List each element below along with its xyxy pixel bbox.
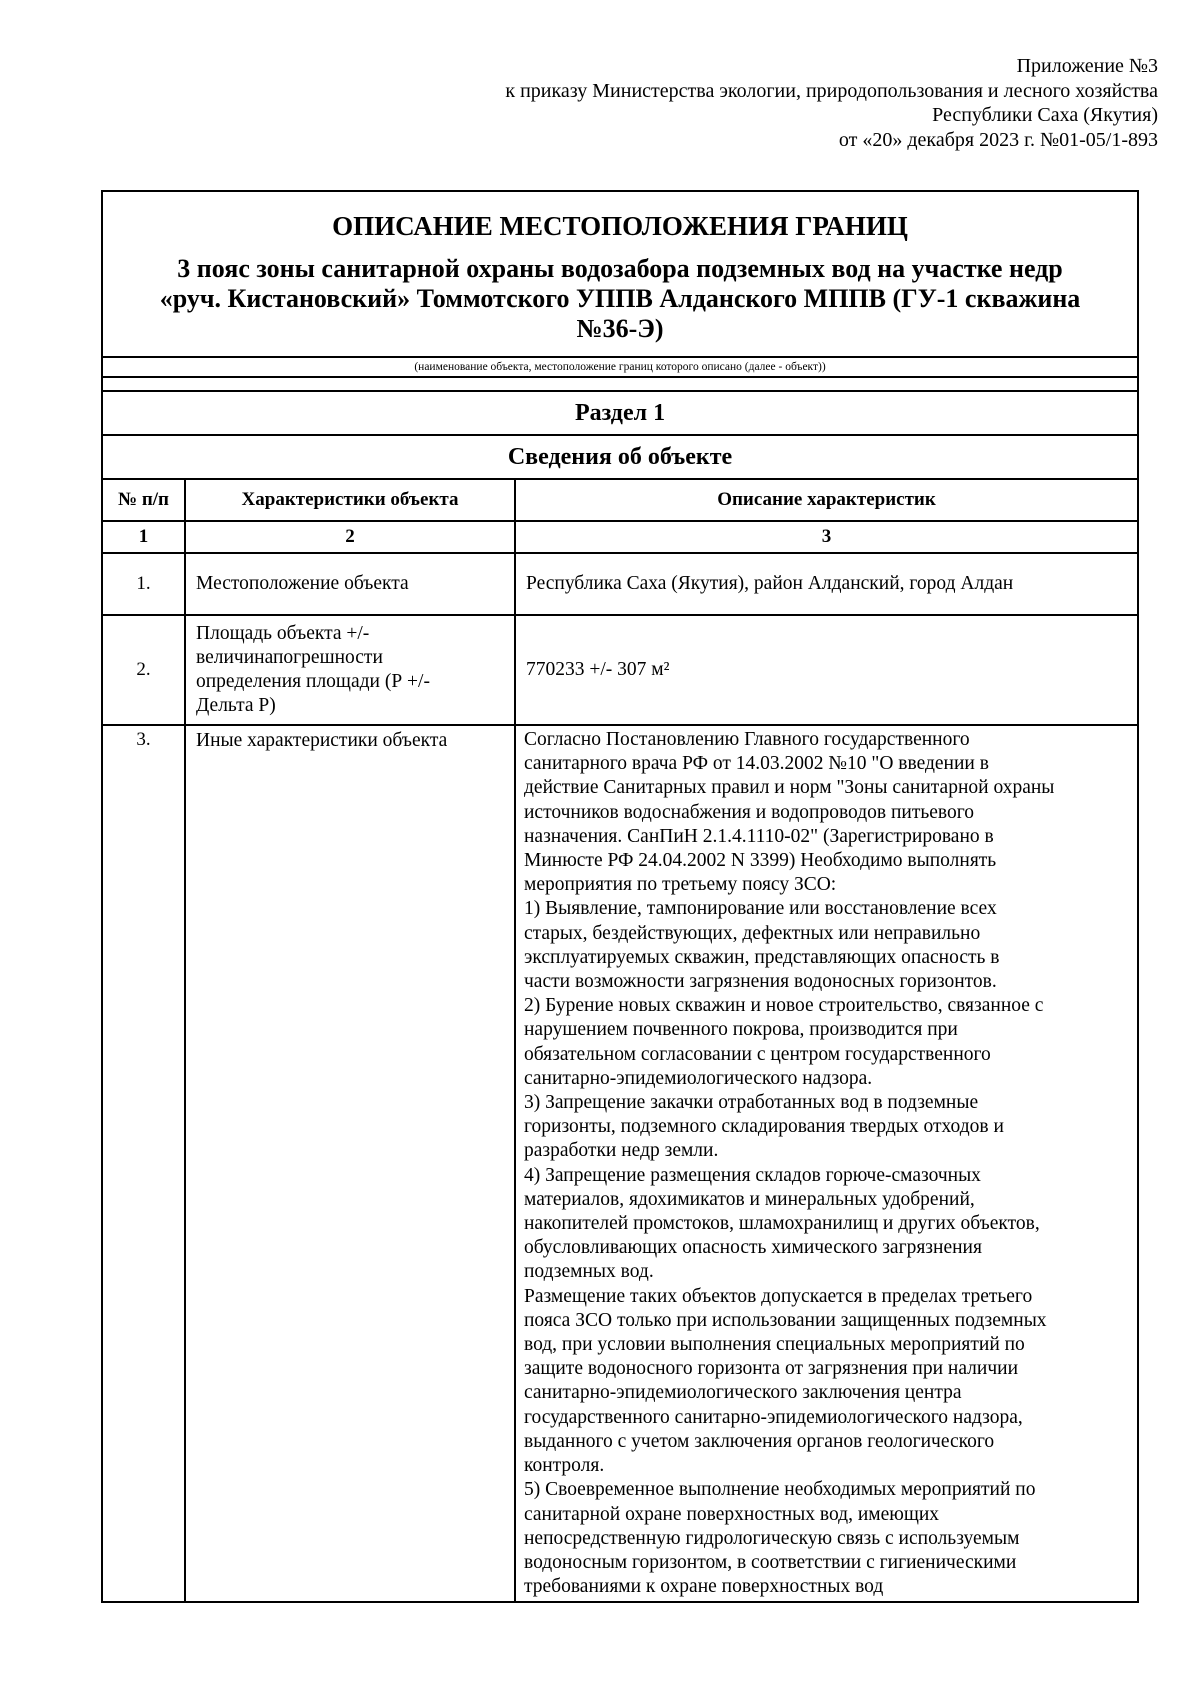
section-number: Раздел 1 [102, 391, 1138, 435]
text-line: Минюсте РФ 24.04.2002 N 3399) Необходимо выполнять [524, 850, 997, 872]
column-header-description: Описание характеристик [515, 479, 1138, 521]
text-line: санитарного врача РФ от 14.03.2002 №10 "О введении в [524, 753, 989, 775]
section-title: Сведения об объекте [102, 435, 1138, 479]
text-line: санитарной охране поверхностных вод, имеющих [524, 1503, 940, 1525]
object-name-line: «руч. Кистановский» Томмотского УППВ Алданского МППВ (ГУ-1 скважина [159, 284, 1081, 313]
column-index: 2 [185, 521, 515, 553]
text-line: материалов, ядохимикатов и минеральных удобрений, [524, 1188, 975, 1210]
text-line: водоносным горизонтом, в соответствии с гигиеническими [524, 1551, 1017, 1573]
text-line: мероприятия по третьему поясу ЗСО: [524, 874, 837, 896]
object-name-line: 3 пояс зоны санитарной охраны водозабора подземных вод на участке недр [177, 254, 1063, 283]
order-reference [505, 54, 1158, 152]
text-line: назначения. СанПиН 2.1.4.1110-02" (Зарегистрировано в [524, 825, 994, 847]
text-line: разработки недр земли. [524, 1140, 719, 1162]
row-description-long [515, 725, 1138, 1602]
text-line: Согласно Постановлению Главного государственного [524, 729, 970, 750]
text-line: подземных вод. [524, 1261, 654, 1283]
text-line: 2) Бурение новых скважин и новое строительство, связанное с [524, 995, 1044, 1017]
text-line: защите водоносного горизонта от загрязнения при наличии [524, 1358, 1019, 1380]
row-characteristic: Иные характеристики объекта [185, 725, 515, 1602]
column-index: 1 [102, 521, 185, 553]
column-index: 3 [515, 521, 1138, 553]
table-row [102, 725, 1138, 1602]
text-line: нарушением почвенного покрова, производится при [524, 1019, 958, 1041]
text-line: санитарно-эпидемиологического надзора. [524, 1067, 873, 1089]
text-line: 3) Запрещение закачки отработанных вод в подземные [524, 1092, 979, 1114]
object-name-line: №36-Э) [576, 314, 664, 343]
text-line: пояса ЗСО только при использовании защищенных подземных [524, 1309, 1047, 1331]
text-line: Площадь объекта +/- [196, 623, 370, 644]
text-line: 4) Запрещение размещения складов горюче-смазочных [524, 1164, 981, 1186]
order-republic: Республики Саха (Якутия) [932, 104, 1158, 126]
text-line: источников водоснабжения и водопроводов питьевого [524, 801, 975, 823]
text-line: санитарно-эпидемиологического заключения центра [524, 1382, 962, 1404]
text-line: обязательном согласовании с центром государственного [524, 1043, 991, 1065]
column-header-number: № п/п [102, 479, 185, 521]
text-line: старых, бездействующих, дефектных или неправильно [524, 922, 981, 944]
table-row [102, 553, 1138, 615]
row-description: Республика Саха (Якутия), район Алданский, город Алдан [515, 553, 1138, 615]
title-block [102, 191, 1138, 357]
spacer-row [102, 377, 1138, 391]
row-number: 1. [102, 553, 185, 615]
table-row [102, 615, 1138, 725]
object-caption: (наименование объекта, местоположение границ которого описано (далее - объект)) [102, 357, 1138, 377]
order-date-number: от «20» декабря 2023 г. №01-05/1-893 [838, 128, 1158, 151]
text-line: определения площади (Р +/- [196, 671, 430, 692]
text-line: выданного с учетом заключения органов геологического [524, 1430, 995, 1452]
document-title: ОПИСАНИЕ МЕСТОПОЛОЖЕНИЯ ГРАНИЦ [332, 211, 908, 241]
row-characteristic: Местоположение объекта [185, 553, 515, 615]
text-line: Дельта Р) [196, 695, 276, 716]
text-line: эксплуатируемых скважин, представляющих опасность в [524, 946, 1000, 968]
text-line: величинапогрешности [196, 647, 383, 668]
row-characteristic [185, 615, 515, 725]
appendix-number: Приложение №3 [1016, 55, 1158, 77]
text-line: Размещение таких объектов допускается в пределах третьего [524, 1285, 1033, 1307]
text-line: 1) Выявление, тампонирование или восстановление всех [524, 898, 997, 920]
row-description: 770233 +/- 307 м² [515, 615, 1138, 725]
object-name [103, 254, 1137, 344]
text-line: горизонты, подземного складирования твердых отходов и [524, 1116, 1004, 1138]
text-line: государственного санитарно-эпидемиологического надзора, [524, 1406, 1023, 1428]
order-ministry: к приказу Министерства экологии, природопользования и лесного хозяйства [505, 79, 1158, 102]
text-line: обусловливающих опасность химического загрязнения [524, 1237, 982, 1259]
text-line: части возможности загрязнения водоносных горизонтов. [524, 971, 997, 993]
text-line: непосредственную гидрологическую связь с используемым [524, 1527, 1020, 1549]
text-line: контроля. [524, 1455, 605, 1477]
text-line: накопителей промстоков, шламохранилищ и других объектов, [524, 1213, 1040, 1235]
text-line: действие Санитарных правил и норм "Зоны санитарной охраны [524, 777, 1055, 799]
column-header-characteristic: Характеристики объекта [185, 479, 515, 521]
row-number: 3. [102, 725, 185, 1602]
text-line: вод, при условии выполнения специальных мероприятий по [524, 1334, 1025, 1356]
text-line: требованиями к охране поверхностных вод [524, 1576, 884, 1598]
text-line: 5) Своевременное выполнение необходимых мероприятий по [524, 1479, 1036, 1501]
row-number: 2. [102, 615, 185, 725]
boundary-description-table [101, 190, 1139, 1603]
